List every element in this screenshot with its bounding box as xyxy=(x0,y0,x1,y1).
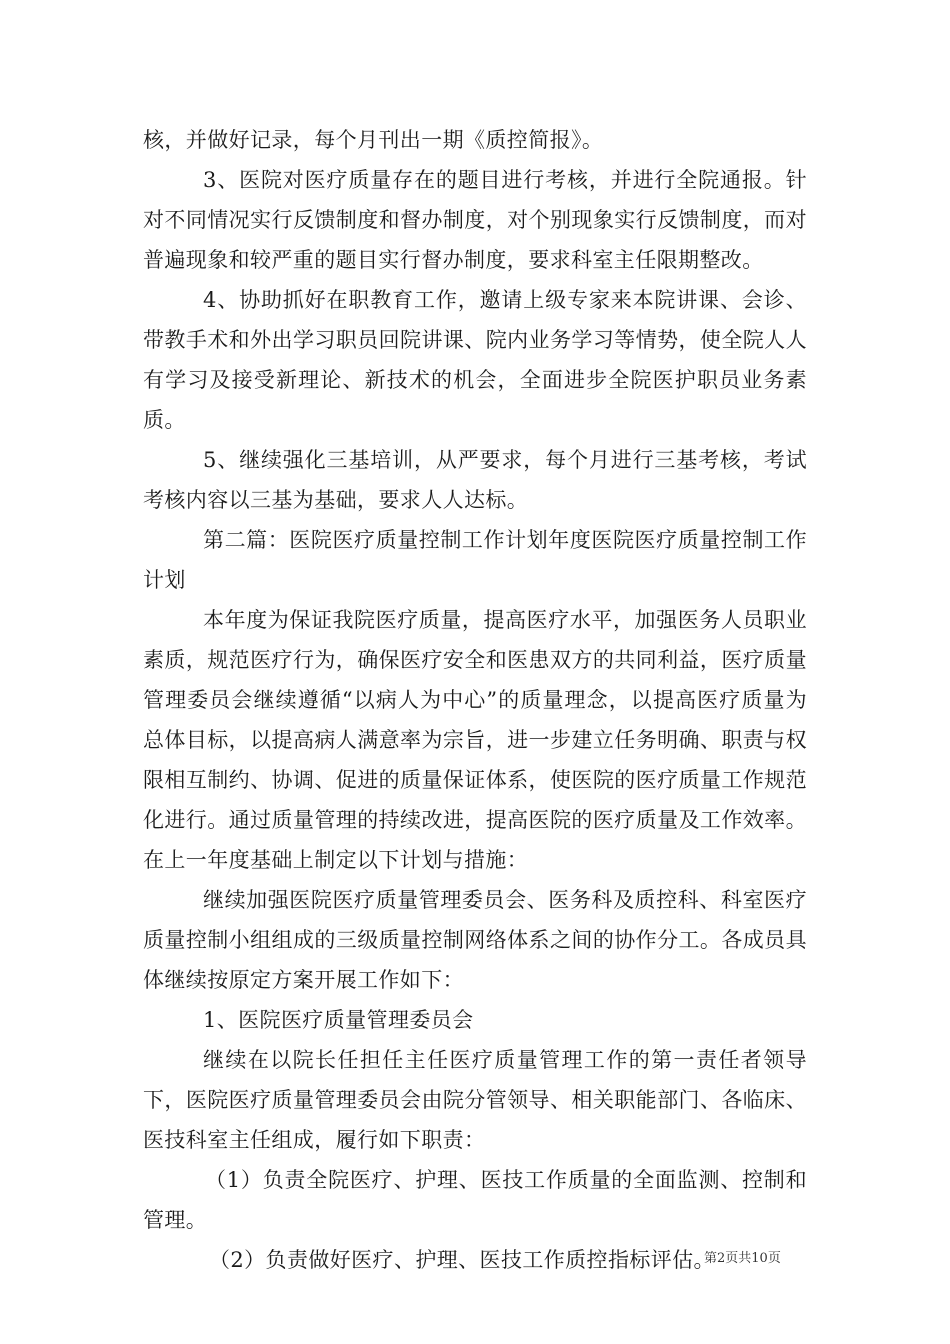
paragraph-2: 3、医院对医疗质量存在的题目进行考核，并进行全院通报。针对不同情况实行反馈制度和督办制度，对个别现象实行反馈制度，而对普遍现象和较严重的题目实行督办制度，要求科室主任限期整改。 xyxy=(143,168,807,272)
paragraph-3: 4、协助抓好在职教育工作，邀请上级专家来本院讲课、会诊、带教手术和外出学习职员回院讲课、院内业务学习等情势，使全院人人有学习及接受新理论、新技术的机会，全面进步全院医护职员业务素质。 xyxy=(143,288,807,432)
paragraph-10: （1）负责全院医疗、护理、医技工作质量的全面监测、控制和管理。 xyxy=(143,1168,807,1232)
document-body xyxy=(143,120,807,1280)
section-heading: 第二篇：医院医疗质量控制工作计划年度医院医疗质量控制工作计划 xyxy=(143,528,807,592)
paragraph-9: 继续在以院长任担任主任医疗质量管理工作的第一责任者领导下，医院医疗质量管理委员会由院分管领导、相关职能部门、各临床、医技科室主任组成，履行如下职责： xyxy=(143,1048,807,1152)
paragraph-7: 继续加强医院医疗质量管理委员会、医务科及质控科、科室医疗质量控制小组组成的三级质量控制网络体系之间的协作分工。各成员具体继续按原定方案开展工作如下： xyxy=(143,888,807,992)
paragraph-6: 本年度为保证我院医疗质量，提高医疗水平，加强医务人员职业素质，规范医疗行为，确保医疗安全和医患双方的共同利益，医疗质量管理委员会继续遵循“以病人为中心”的质量理念，以提高医疗质量为总体目标，以提高病人满意率为宗旨，进一步建立任务明确、职责与权限相互制约、协调、促进的质量保证体系，使医院的医疗质量工作规范化进行。通过质量管理的持续改进，提高医院的医疗质量及工作效率。在上一年度基础上制定以下计划与措施： xyxy=(143,608,807,872)
paragraph-11: （2）负责做好医疗、护理、医技工作质控指标评估。 xyxy=(209,1248,715,1272)
paragraph-4: 5、继续强化三基培训，从严要求，每个月进行三基考核，考试考核内容以三基为基础，要求人人达标。 xyxy=(143,448,807,512)
page-number: 第2页共10页 xyxy=(704,1251,781,1266)
paragraph-1: 核，并做好记录，每个月刊出一期《质控简报》。 xyxy=(143,128,604,152)
paragraph-8: 1、医院医疗质量管理委员会 xyxy=(203,1008,474,1032)
